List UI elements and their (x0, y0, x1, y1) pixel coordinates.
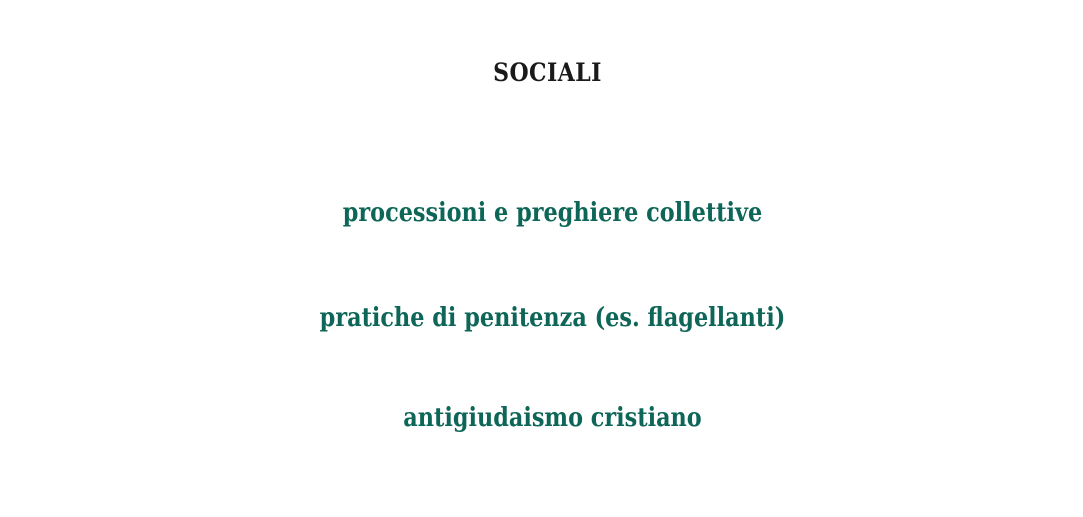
list-item-penance: pratiche di penitenza (es. flagellanti) (319, 303, 786, 333)
list-item-antijudaism: antigiudaismo cristiano (403, 403, 702, 433)
section-title: SOCIALI (493, 58, 602, 87)
list-item-processions: processioni e preghiere collettive (342, 198, 763, 228)
